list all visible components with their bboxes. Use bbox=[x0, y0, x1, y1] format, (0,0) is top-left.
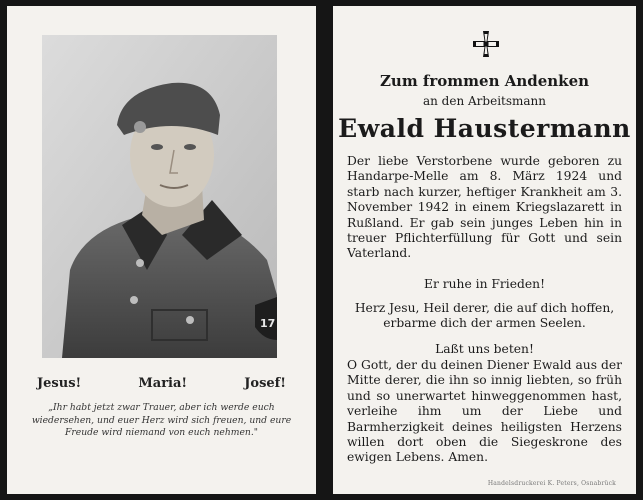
saints-line bbox=[27, 376, 296, 391]
right-card bbox=[333, 6, 636, 494]
prayer-intro: Laßt uns beten! bbox=[435, 342, 534, 356]
memorial-subheading: an den Arbeitsmann bbox=[422, 94, 547, 108]
saint-maria: Maria! bbox=[138, 376, 188, 391]
printer-imprint: Handelsdruckerei K. Peters, Osnabrück bbox=[487, 480, 616, 487]
memorial-heading: Zum frommen Andenken bbox=[379, 72, 590, 90]
deceased-name: Ewald Haustermann bbox=[338, 114, 631, 143]
saint-josef: Josef! bbox=[244, 376, 286, 391]
biography-text: Der liebe Verstorbene wurde geboren zu Handarpe-Melle am 8. März 1924 und starb nach kurzer, heftiger Krankheit am 3. November 1942 in einem Kriegslazarett in Rußland. Er gab sein junges Leben hin in treuer Pflichterfüllung für Gott und sein Vaterland. bbox=[347, 154, 622, 261]
closing-prayer: O Gott, der du deinen Diener Ewald aus der Mitte derer, die ihn so innig liebten, so früh und so unerwartet hinweggenommen hast, verleihe ihm um der Liebe und Barmherzigkeit deines heiligsten Herzens willen dort oben die Siegeskrone des ewigen Lebens. Amen. bbox=[347, 358, 622, 465]
rest-in-peace: Er ruhe in Frieden! bbox=[423, 277, 546, 291]
sleeve-badge-number: 17 bbox=[260, 317, 276, 330]
saint-jesus: Jesus! bbox=[37, 376, 82, 391]
sacred-heart-prayer: Herz Jesu, Heil derer, die auf dich hoffen, erbarme dich der armen Seelen. bbox=[354, 301, 615, 331]
portrait-photo bbox=[42, 35, 277, 358]
iron-cross-icon bbox=[473, 31, 499, 57]
bible-quote: „Ihr habt jetzt zwar Trauer, aber ich werde euch wiedersehen, und euer Herz wird sich freuen, und eure Freude wird niemand von euch nehmen." bbox=[31, 402, 292, 439]
left-card bbox=[7, 6, 316, 494]
